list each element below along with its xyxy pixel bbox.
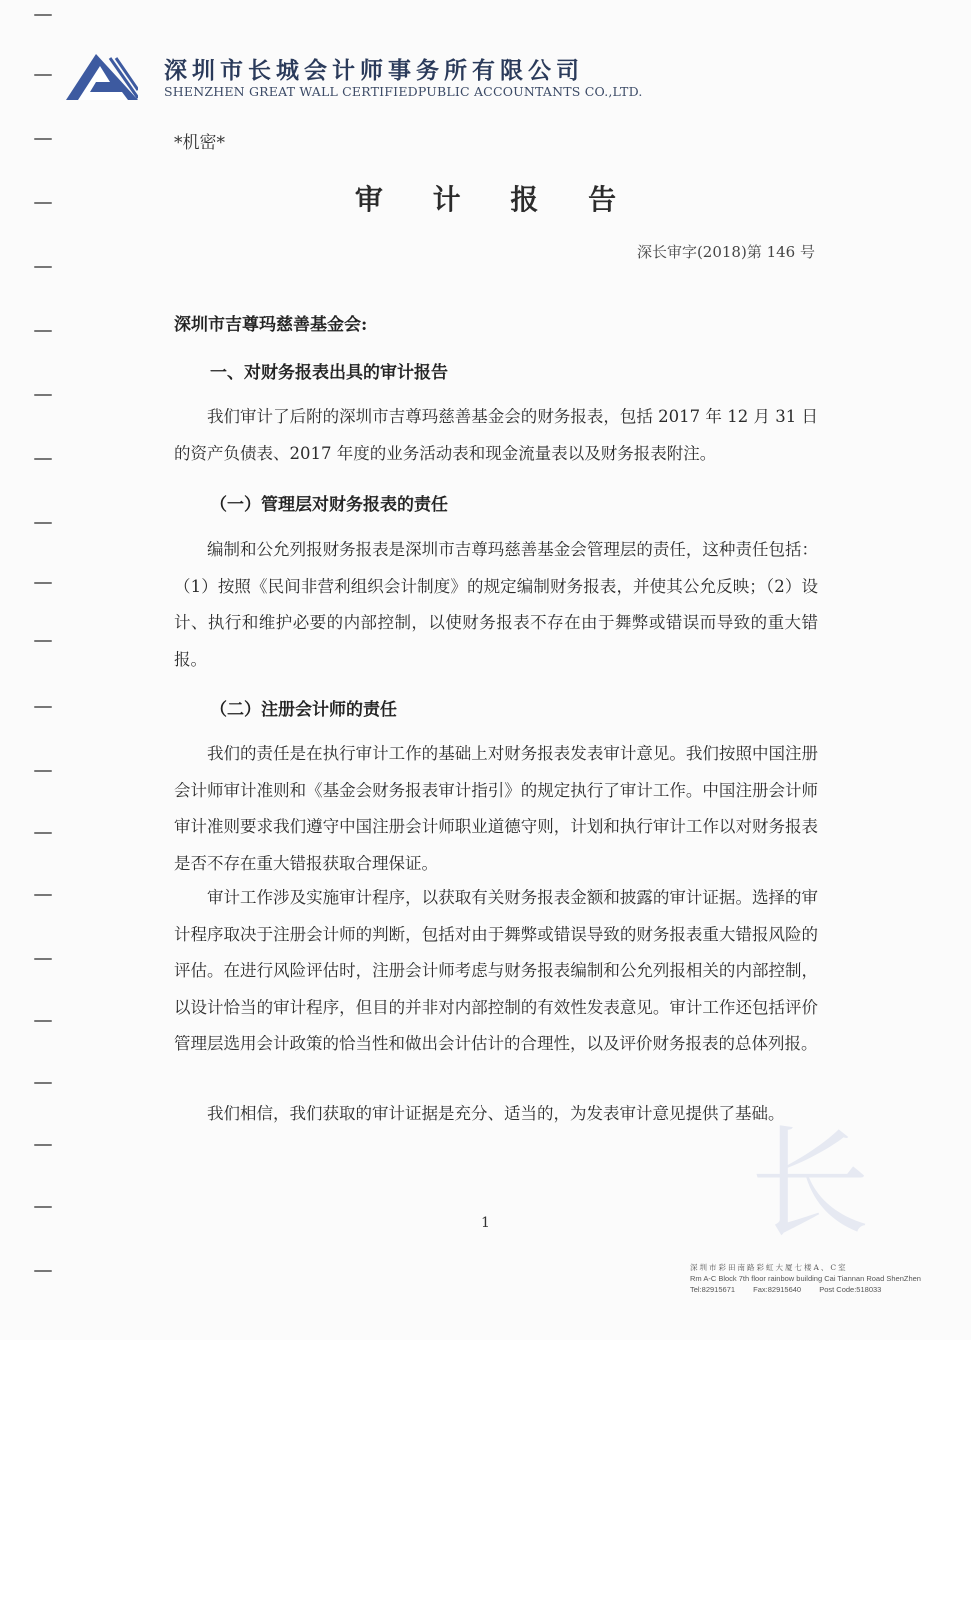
page-number: 1: [481, 1215, 490, 1231]
report-number: 深长审字(2018)第 146 号: [636, 243, 815, 261]
footer-address-en: Rm A-C Block 7th floor rainbow building Cai Tiannan Road ShenZhen: [690, 1274, 921, 1283]
paragraph-management-responsibility: 编制和公允列报财务报表是深圳市吉尊玛慈善基金会管理层的责任，这种责任包括：（1）按照《民间非营利组织会计制度》的规定编制财务报表，并使其公允反映；（2）设计、执行和维护必要的内部控制，以使财务报表不存在由于舞弊或错误而导致的重大错报。: [174, 540, 818, 669]
footer-contact: [690, 1262, 921, 1295]
footer-fax: Fax:82915640: [753, 1285, 802, 1294]
page-title: 审 计 报 告: [354, 183, 637, 216]
paragraph-cpa-responsibility: 我们的责任是在执行审计工作的基础上对财务报表发表审计意见。我们按照中国注册会计师审计准则和《基金会财务报表审计指引》的规定执行了审计工作。中国注册会计师审计准则要求我们遵守中国注册会计师职业道德守则，计划和执行审计工作以对财务报表是否不存在重大错报获取合理保证。: [174, 744, 818, 873]
firm-logo-icon: [66, 52, 138, 102]
section-heading-management: （一）管理层对财务报表的责任: [210, 495, 448, 515]
paragraph-audit-scope: 我们审计了后附的深圳市吉尊玛慈善基金会的财务报表，包括 2017 年 12 月 31 日的资产负债表、2017 年度的业务活动表和现金流量表以及财务报表附注。: [174, 407, 818, 463]
section-heading-1: 一、对财务报表出具的审计报告: [210, 363, 448, 383]
paragraph-audit-evidence: 我们相信，我们获取的审计证据是充分、适当的，为发表审计意见提供了基础。: [207, 1104, 785, 1123]
footer-tel: Tel:82915671: [690, 1285, 736, 1294]
footer-address-cn: 深圳市彩田南路彩虹大厦七楼A、C室: [690, 1263, 848, 1272]
svg-text:长: 长: [750, 1115, 870, 1245]
section-heading-cpa: （二）注册会计师的责任: [210, 700, 397, 720]
footer-postcode: Post Code:518033: [819, 1285, 882, 1294]
paragraph-audit-procedures: 审计工作涉及实施审计程序，以获取有关财务报表金额和披露的审计证据。选择的审计程序取决于注册会计师的判断，包括对由于舞弊或错误导致的财务报表重大错报风险的评估。在进行风险评估时，注册会计师考虑与财务报表编制和公允列报相关的内部控制，以设计恰当的审计程序，但目的并非对内部控制的有效性发表意见。审计工作还包括评价管理层选用会计政策的恰当性和做出会计估计的合理性，以及评价财务报表的总体列报。: [174, 888, 818, 1053]
confidential-mark: *机密*: [174, 133, 225, 153]
addressee: 深圳市吉尊玛慈善基金会:: [174, 315, 368, 335]
firm-name-en: SHENZHEN GREAT WALL CERTIFIEDPUBLIC ACCOUNTANTS CO.,LTD.: [164, 84, 643, 99]
firm-name-cn: 深圳市长城会计师事务所有限公司: [164, 57, 584, 84]
